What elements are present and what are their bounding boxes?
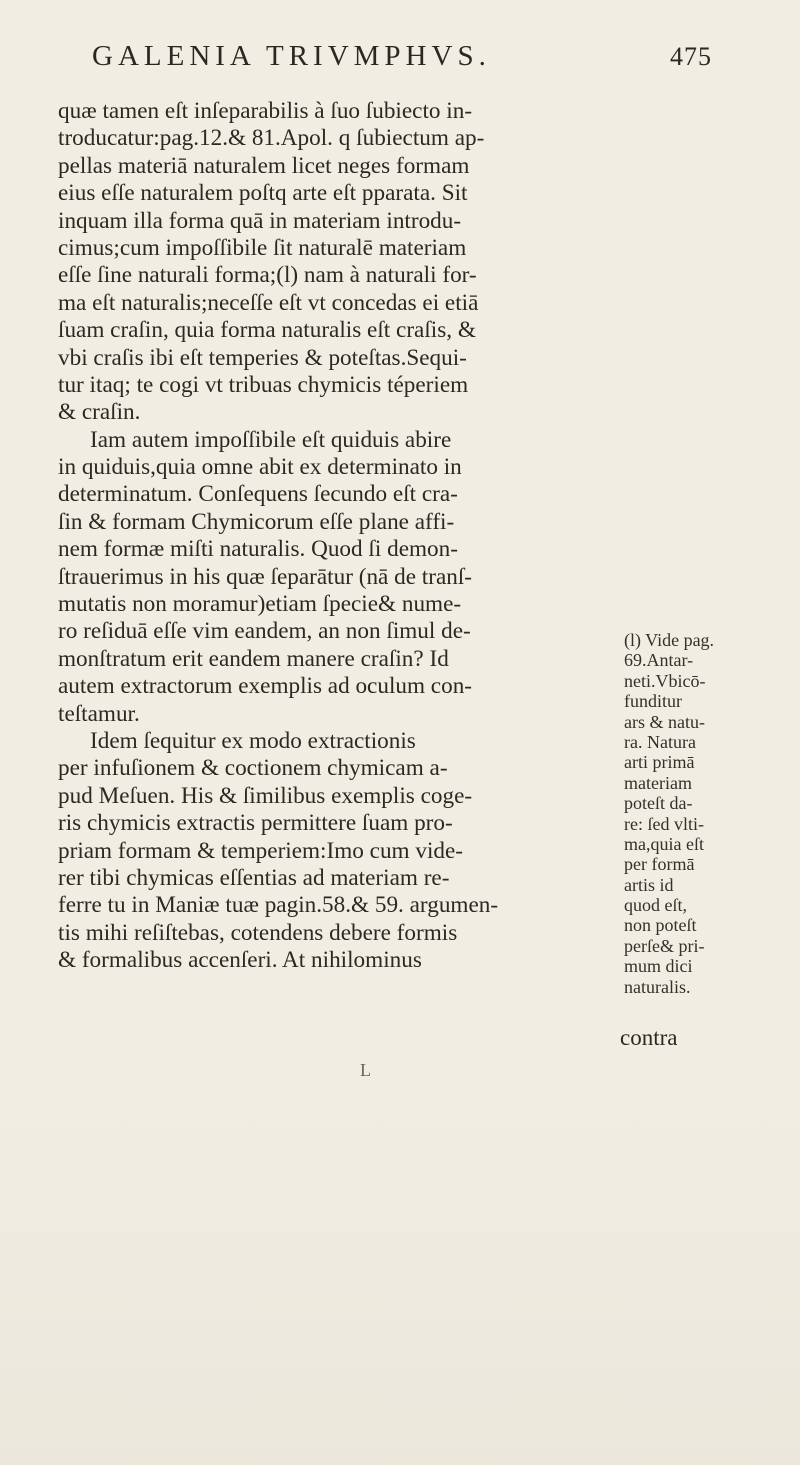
text-line: ris chymicis extractis permittere ſuam pro- [58,810,453,837]
text-line: ſtrauerimus in his quæ ſeparātur (nā de tranſ- [58,563,473,590]
marginal-note [624,630,754,997]
text-line: nem formæ miſti naturalis. Quod ſi demon- [58,536,458,563]
page-header [92,40,712,80]
text-line: ſuam craſin, quia forma naturalis eſt craſis, & [58,317,476,344]
text-line: Iam autem impoſſibile eſt quiduis abire [90,426,452,453]
marginal-note-line: funditur [624,691,682,712]
text-line: eius eſſe naturalem poſtq arte eſt pparata. Sit [58,180,468,207]
text-line: ma eſt naturalis;neceſſe eſt vt concedas ei etiā [58,289,479,316]
text-line: in quiduis,quia omne abit ex determinato in [58,454,462,481]
text-line: troducatur:pag.12.& 81.Apol. q ſubiectum ap- [58,125,485,152]
blank-page-area [0,1090,800,1465]
text-line: ro reſiduā eſſe vim eandem, an non ſimul de- [58,618,471,645]
marginal-note-line: (l) Vide pag. [624,630,715,650]
main-text-block [58,98,618,975]
text-line: pellas materiā naturalem licet neges formam [58,152,470,179]
text-line: ſin & formam Chymicorum eſſe plane affi- [58,508,455,535]
marginal-note-line: per formā [624,854,695,875]
marginal-note-line: ars & natu- [624,711,705,732]
text-line: tis mihi reſiſtebas, cotendens debere formis [58,919,458,946]
marginal-note-line: quod eſt, [624,895,687,916]
text-line: ferre tu in Maniæ tuæ pagin.58.& 59. argumen- [58,892,499,919]
marginal-note-line: re: ſed vlti- [624,813,704,834]
marginal-note-line: neti.Vbicō- [624,670,706,691]
marginal-note-line: ma,quia eſt [624,833,704,854]
text-line: eſſe ſine naturali forma;(l) nam à naturali for- [58,262,477,289]
marginal-note-line: mum dici [624,956,693,977]
text-line: cimus;cum impoſſibile ſit naturalē materiam [58,234,467,261]
text-line: vbi craſis ibi eſt temperies & poteſtas.Sequi- [58,344,467,371]
marginal-note-line: naturalis. [624,976,691,997]
text-line: monſtratum erit eandem manere craſin? Id [58,645,449,672]
text-line: per infuſionem & coctionem chymicam a- [58,755,448,782]
text-line: & formalibus accenſeri. At nihilominus [58,947,422,974]
text-line: autem extractorum exemplis ad oculum con- [58,673,473,700]
running-title: GALENIA TRIVMPHVS. [92,40,491,72]
text-line: rer tibi chymicas eſſentias ad materiam re- [58,864,450,891]
text-line: & craſin. [58,399,141,426]
marginal-note-line: 69.Antar- [624,650,694,671]
text-line: Idem ſequitur ex modo extractionis [90,727,416,754]
marginal-note-line: materiam [624,772,692,793]
marginal-note-line: arti primā [624,752,695,773]
marginal-note-line: ra. Natura [624,731,696,752]
text-line: inquam illa forma quā in materiam introdu- [58,207,462,234]
signature-mark: L [360,1060,371,1080]
text-line: teſtamur. [58,700,140,727]
page-number: 475 [670,42,712,71]
text-line: quæ tamen eſt inſeparabilis à ſuo ſubiecto in- [58,98,473,124]
text-line: tur itaq; te cogi vt tribuas chymicis téperiem [58,371,469,398]
text-line: pud Meſuen. His & ſimilibus exemplis coge- [58,782,473,809]
marginal-note-line: poteſt da- [624,793,693,814]
text-line: mutatis non moramur)etiam ſpecie& nume- [58,591,462,618]
text-line: determinatum. Conſequens ſecundo eſt cra- [58,481,458,508]
marginal-note-line: artis id [624,874,674,895]
text-line: priam formam & temperiem:Imo cum vide- [58,837,464,864]
marginal-note-line: perſe& pri- [624,935,705,956]
marginal-note-line: non poteſt [624,915,697,936]
catchword: contra [620,1025,678,1050]
